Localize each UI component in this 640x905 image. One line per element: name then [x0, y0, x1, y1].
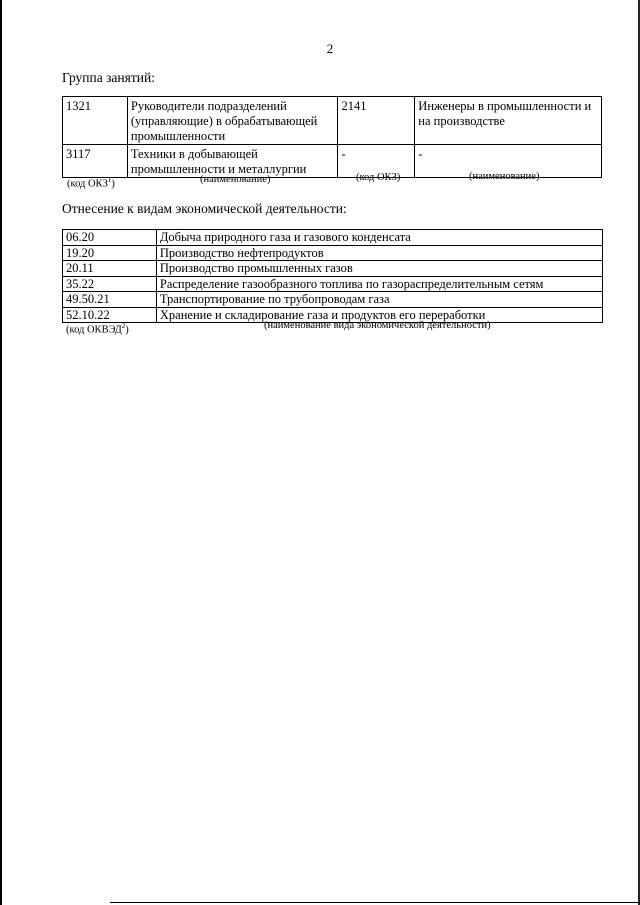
okz-code-cell: - [338, 145, 415, 178]
caption-text: (код ОКЗ [67, 178, 108, 190]
table-row [63, 97, 602, 145]
caption-okved-code [66, 322, 129, 336]
okz-name-cell: Руководители подразделений (управляющие) в обрабатывающей промышленности [127, 97, 338, 145]
caption-okz-code [67, 176, 115, 190]
okz-code-cell: 3117 [63, 145, 128, 178]
okz-name-cell: - [415, 145, 602, 178]
caption-text: ) [125, 324, 129, 336]
okved-code-cell: 35.22 [63, 276, 157, 292]
okz-code-cell: 2141 [338, 97, 415, 145]
okved-code-cell: 49.50.21 [63, 292, 157, 308]
scan-edge-left [0, 0, 2, 905]
okved-name-cell: Хранение и складирование газа и продуктов его переработки [156, 307, 602, 323]
table-row [63, 245, 603, 261]
okz-code-cell: 1321 [63, 97, 128, 145]
table-row [63, 276, 603, 292]
caption-text: ) [111, 178, 115, 190]
caption-okz-code-2: (код ОКЗ) [356, 172, 401, 183]
caption-okz-name-2: (наименование) [469, 171, 540, 182]
okved-code-cell: 20.11 [63, 261, 157, 277]
okved-name-cell: Транспортирование по трубопроводам газа [156, 292, 602, 308]
group-heading: Группа занятий: [62, 70, 155, 85]
table-row [63, 261, 603, 277]
caption-okz-name: (наименование) [200, 174, 271, 185]
table-row [63, 292, 603, 308]
table-row [63, 230, 603, 246]
caption-text: (код ОКВЭД [66, 324, 122, 336]
okved-name-cell: Производство нефтепродуктов [156, 245, 602, 261]
page-number: 2 [326, 41, 334, 56]
okved-code-cell: 19.20 [63, 245, 157, 261]
okz-name-cell: Техники в добывающей промышленности и металлургии [127, 145, 338, 178]
okved-name-cell: Распределение газообразного топлива по газораспределительным сетям [156, 276, 602, 292]
caption-okved-name: (наименование вида экономической деятельности) [264, 320, 491, 331]
okved-code-cell: 06.20 [63, 230, 157, 246]
okz-name-cell: Инженеры в промышленности и на производстве [415, 97, 602, 145]
okved-name-cell: Производство промышленных газов [156, 261, 602, 277]
scan-edge-bottom [110, 902, 640, 903]
footnote-mark: 2 [121, 322, 126, 330]
occupation-table [62, 96, 602, 178]
okved-code-cell: 52.10.22 [63, 307, 157, 323]
activity-table [62, 229, 603, 323]
footnote-mark: 1 [107, 176, 112, 184]
okved-name-cell: Добыча природного газа и газового конденсата [156, 230, 602, 246]
activity-heading: Отнесение к видам экономической деятельности: [62, 201, 347, 216]
